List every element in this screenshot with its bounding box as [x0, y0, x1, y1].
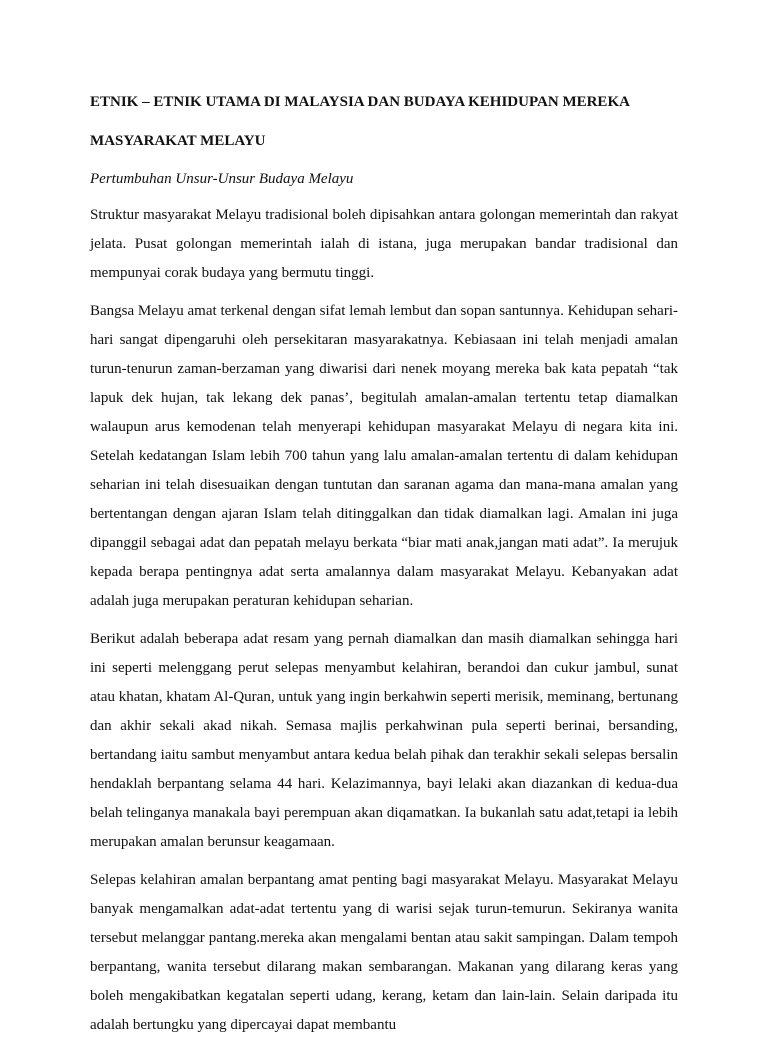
- document-body: [90, 92, 678, 1040]
- document-title: ETNIK – ETNIK UTAMA DI MALAYSIA DAN BUDAYA KEHIDUPAN MEREKA: [90, 94, 630, 110]
- paragraph-2: Bangsa Melayu amat terkenal dengan sifat lemah lembut dan sopan santunnya. Kehidupan sehari-hari sangat dipengaruhi oleh persekitaran masyarakatnya. Kebiasaan ini telah menjadi amalan turun-tenurun zaman-berzaman yang diwarisi dari nenek moyang mereka bak kata pepatah “tak lapuk dek hujan, tak lekang dek panas’, begitulah amalan-amalan tertentu tetap diamalkan walaupun arus kemodenan telah menyerapi kehidupan masyarakat Melayu di negara kita ini. Setelah kedatangan Islam lebih 700 tahun yang lalu amalan-amalan tertentu di dalam kehidupan seharian ini telah disesuaikan dengan tuntutan dan saranan agama dan mana-mana amalan yang bertentangan dengan ajaran Islam telah ditinggalkan dan tidak diamalkan lagi. Amalan ini juga dipanggil sebagai adat dan pepatah melayu berkata “biar mati anak,jangan mati adat”. Ia merujuk kepada berapa pentingnya adat serta amalannya dalam masyarakat Melayu. Kebanyakan adat adalah juga merupakan peraturan kehidupan seharian.: [90, 303, 678, 609]
- subheading: Pertumbuhan Unsur-Unsur Budaya Melayu: [90, 171, 354, 187]
- paragraph-4: Selepas kelahiran amalan berpantang amat penting bagi masyarakat Melayu. Masyarakat Melayu banyak mengamalkan adat-adat tertentu yang di warisi sejak turun-temurun. Sekiranya wanita tersebut melanggar pantang.mereka akan mengalami bentan atau sakit sampingan. Dalam tempoh berpantang, wanita tersebut dilarang makan sembarangan. Makanan yang dilarang keras yang boleh mengakibatkan kegatalan seperti udang, kerang, ketam dan lain-lain. Selain daripada itu adalah bertungku yang dipercayai dapat membantu: [90, 872, 678, 1033]
- paragraph-1: Struktur masyarakat Melayu tradisional boleh dipisahkan antara golongan memerintah dan rakyat jelata. Pusat golongan memerintah ialah di istana, juga merupakan bandar tradisional dan mempunyai corak budaya yang bermutu tinggi.: [90, 207, 678, 281]
- paragraph-3: Berikut adalah beberapa adat resam yang pernah diamalkan dan masih diamalkan sehingga hari ini seperti melenggang perut selepas menyambut kelahiran, berandoi dan cukur jambul, sunat atau khatan, khatam Al-Quran, untuk yang ingin berkahwin seperti merisik, meminang, bertunang dan akhir sekali akad nikah. Semasa majlis perkahwinan pula seperti berinai, bersanding, bertandang iaitu sambut menyambut antara kedua belah pihak dan terakhir sekali selepas bersalin hendaklah berpantang selama 44 hari. Kelazimannya, bayi lelaki akan diazankan di kedua-dua belah telinganya manakala bayi perempuan akan diqamatkan. Ia bukanlah satu adat,tetapi ia lebih merupakan amalan berunsur keagamaan.: [90, 631, 678, 850]
- section-title: MASYARAKAT MELAYU: [90, 133, 266, 149]
